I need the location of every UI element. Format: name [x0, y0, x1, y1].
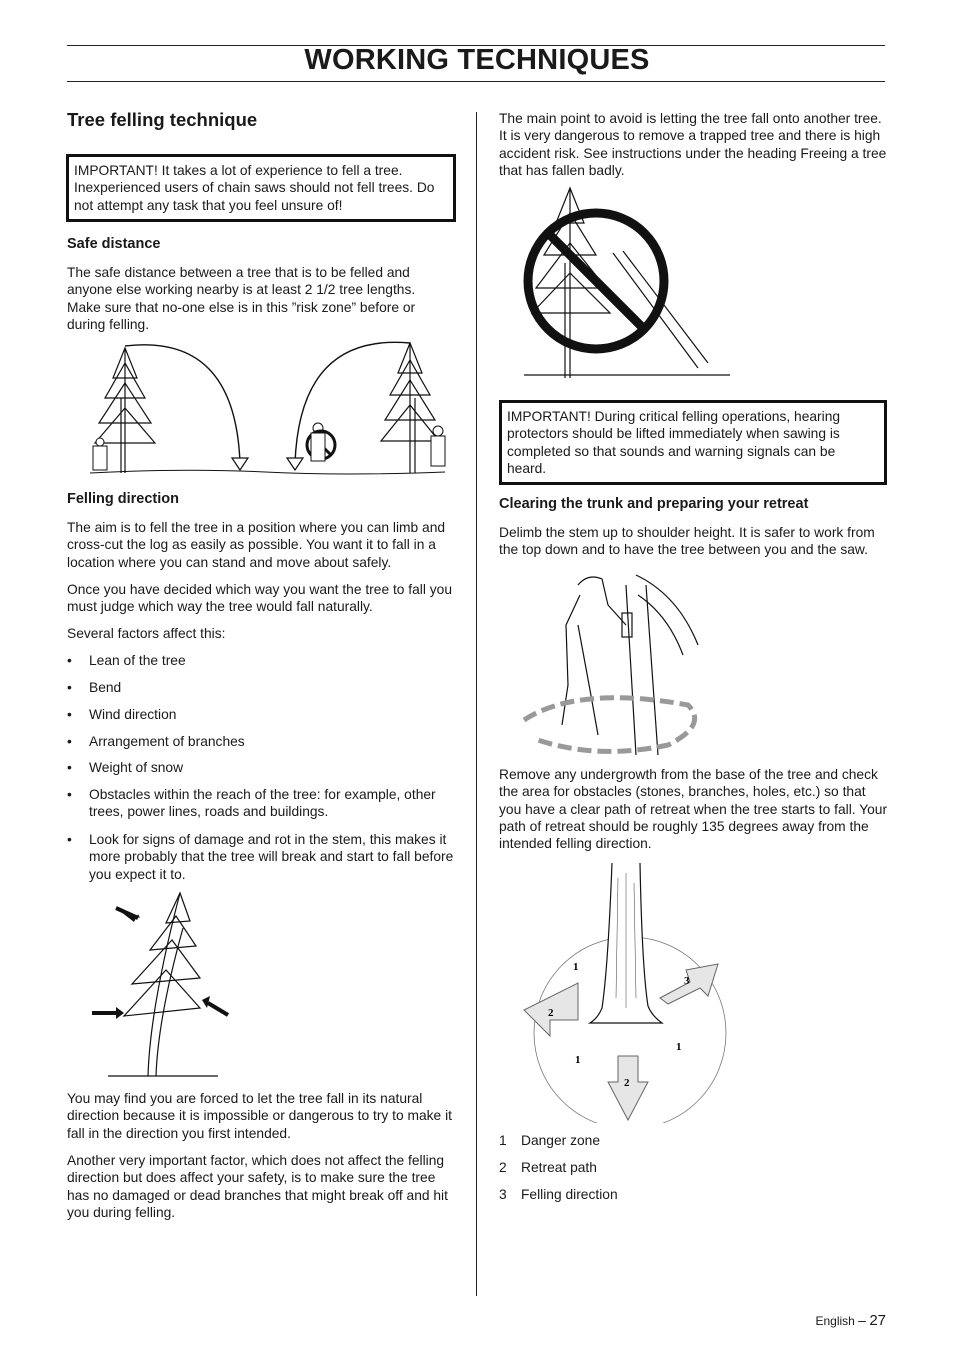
danger-zone-label: 1 — [575, 1054, 581, 1066]
felling-direction-label: 3 — [684, 975, 690, 987]
felling-zone-diagram — [518, 858, 728, 1123]
felling-direction-p1: The aim is to fell the tree in a position where you can limb and cross-cut the log as easily as possible. You want it to fall in a location where you can stand and move about safely. — [67, 520, 446, 570]
avoid-paragraph: The main point to avoid is letting the tree fall onto another tree. It is very dangerous to remove a trapped tree and there is high accident risk. See instructions under the heading Freeing a tree that has fallen badly. — [499, 111, 887, 178]
danger-zone-label: 1 — [676, 1041, 682, 1053]
diagram-legend — [499, 1133, 799, 1213]
footer-dash: – — [858, 1312, 866, 1328]
ground-line — [90, 470, 445, 474]
retreat-path-label: 2 — [624, 1077, 630, 1089]
felling-direction-p5: Another very important factor, which does not affect the felling direction but does affect your safety, is to make sure the tree has no damaged or dead branches that might break off and hit you during felling. — [67, 1153, 448, 1220]
felling-direction-p2: Once you have decided which way you want the tree to fall you must judge which way the tree would fall naturally. — [67, 582, 453, 615]
danger-zone-label: 1 — [573, 961, 579, 973]
felling-direction-p4: You may find you are forced to let the tree fall in its natural direction because it is impossible or dangerous to try to make it fall in the direction you first intended. — [67, 1091, 452, 1141]
important-box-experience: IMPORTANT! It takes a lot of experience to fell a tree. Inexperienced users of chain saws should not fell trees. Do not attempt any task that you feel unsure of! — [66, 154, 456, 222]
header-bottom-rule — [67, 81, 885, 82]
trunk-icon — [626, 585, 658, 755]
page-footer — [815, 1312, 886, 1329]
legend-row: 2 Retreat path — [499, 1160, 597, 1175]
trapped-tree-illustration — [518, 183, 738, 383]
heading-felling-direction: Felling direction — [67, 491, 179, 507]
legend-row: 1 Danger zone — [499, 1133, 601, 1148]
arrow-icon — [92, 908, 228, 1019]
tree-forces-illustration — [88, 888, 238, 1080]
right-tree-icon — [381, 343, 439, 473]
legend-row: 3 Felling direction — [499, 1187, 618, 1202]
footer-language: English — [815, 1314, 855, 1328]
left-arc-arrow — [125, 345, 240, 463]
prohibited-icon — [528, 213, 664, 349]
heading-safe-distance: Safe distance — [67, 236, 161, 252]
column-divider — [476, 112, 477, 1296]
clearing-p1: Delimb the stem up to shoulder height. It is safer to work from the top down and to have the tree between you and the saw. — [499, 525, 875, 558]
clearing-p2: Remove any undergrowth from the base of the tree and check the area for obstacles (stones, branches, holes, etc.) so that you have a clear path of retreat when the tree starts to fall. Your path of retreat should be roughly 135 degrees away from the intended felling direction. — [499, 767, 888, 852]
safe-distance-illustration — [85, 338, 455, 478]
safe-distance-text: The safe distance between a tree that is to be felled and anyone else working nearby is at least 2 1/2 tree lengths. Make sure that no-one else is in this ”risk zone” before or during felling. — [67, 265, 416, 332]
page-title: WORKING TECHNIQUES — [304, 44, 650, 76]
important-box-hearing: IMPORTANT! During critical felling operations, hearing protectors should be lifted immediately when sawing is completed so that sounds and warning signals can be heard. — [499, 400, 887, 485]
prohibited-worker-icon — [307, 423, 335, 461]
felling-direction-p3: Several factors affect this: — [67, 626, 226, 641]
right-worker-icon — [431, 426, 445, 466]
page-number: 27 — [869, 1312, 886, 1329]
tree-icon — [108, 893, 218, 1076]
worker-icon — [562, 577, 626, 735]
retreat-path-label: 2 — [548, 1007, 554, 1019]
heading-clearing: Clearing the trunk and preparing your retreat — [499, 496, 809, 512]
section-title: Tree felling technique — [67, 109, 258, 130]
delimbing-illustration — [518, 565, 708, 760]
